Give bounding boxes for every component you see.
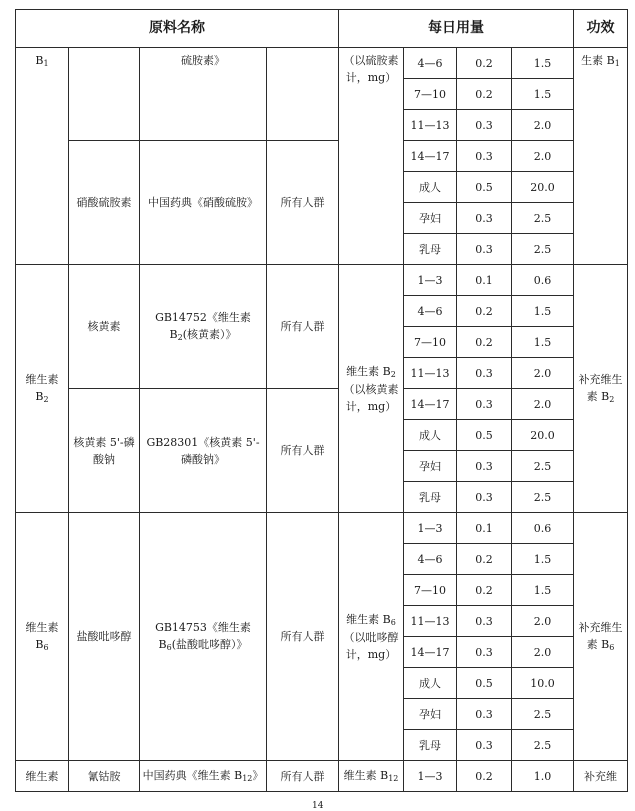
unit-b6: 维生素 B6（以吡哆醇计，mg） <box>339 513 404 761</box>
min-cell: 0.3 <box>457 606 512 637</box>
min-cell: 0.3 <box>457 637 512 668</box>
max-cell: 2.0 <box>512 637 574 668</box>
min-cell: 0.3 <box>457 203 512 234</box>
max-cell: 2.5 <box>512 203 574 234</box>
min-cell: 0.3 <box>457 110 512 141</box>
group-cell: 孕妇 <box>404 451 457 482</box>
population-riboflavin-phosphate: 所有人群 <box>267 389 339 513</box>
max-cell: 10.0 <box>512 668 574 699</box>
min-cell: 0.3 <box>457 389 512 420</box>
min-cell: 0.2 <box>457 327 512 358</box>
table-row <box>16 48 628 79</box>
max-cell: 2.5 <box>512 730 574 761</box>
max-cell: 2.5 <box>512 482 574 513</box>
efficacy-b1: 生素 B1 <box>574 48 628 265</box>
standard-b1-cont: 硫胺素》 <box>140 48 267 141</box>
population-b1-cont <box>267 48 339 141</box>
min-cell: 0.3 <box>457 699 512 730</box>
group-cell: 1—3 <box>404 761 457 792</box>
max-cell: 2.0 <box>512 389 574 420</box>
max-cell: 1.5 <box>512 575 574 606</box>
table-header <box>16 10 628 48</box>
min-cell: 0.2 <box>457 79 512 110</box>
group-cell: 成人 <box>404 172 457 203</box>
max-cell: 2.0 <box>512 141 574 172</box>
min-cell: 0.5 <box>457 420 512 451</box>
max-cell: 1.5 <box>512 79 574 110</box>
max-cell: 2.5 <box>512 451 574 482</box>
compound-riboflavin: 核黄素 <box>69 265 140 389</box>
unit-b12: 维生素 B12 <box>339 761 404 792</box>
group-cell: 11—13 <box>404 110 457 141</box>
group-cell: 孕妇 <box>404 699 457 730</box>
min-cell: 0.5 <box>457 172 512 203</box>
group-cell: 7—10 <box>404 575 457 606</box>
population-pyridoxine: 所有人群 <box>267 513 339 761</box>
compound-pyridoxine: 盐酸吡哆醇 <box>69 513 140 761</box>
group-cell: 1—3 <box>404 265 457 296</box>
group-cell: 孕妇 <box>404 203 457 234</box>
group-cell: 4—6 <box>404 544 457 575</box>
efficacy-b2: 补充维生素 B2 <box>574 265 628 513</box>
max-cell: 1.5 <box>512 48 574 79</box>
max-cell: 2.0 <box>512 110 574 141</box>
population-thiamine-nitrate: 所有人群 <box>267 141 339 265</box>
max-cell: 1.5 <box>512 327 574 358</box>
min-cell: 0.3 <box>457 451 512 482</box>
standard-cyanocobalamin: 中国药典《维生素 B12》 <box>140 761 267 792</box>
standard-thiamine-nitrate: 中国药典《硝酸硫胺》 <box>140 141 267 265</box>
standard-pyridoxine: GB14753《维生素 B6(盐酸吡哆醇）》 <box>140 513 267 761</box>
standard-riboflavin: GB14752《维生素 B2(核黄素）》 <box>140 265 267 389</box>
header-raw-material: 原料名称 <box>16 10 339 48</box>
population-riboflavin: 所有人群 <box>267 265 339 389</box>
min-cell: 0.2 <box>457 761 512 792</box>
group-cell: 14—17 <box>404 141 457 172</box>
group-cell: 4—6 <box>404 296 457 327</box>
min-cell: 0.2 <box>457 575 512 606</box>
table-row <box>16 389 628 420</box>
compound-riboflavin-phosphate: 核黄素 5'-磷酸钠 <box>69 389 140 513</box>
nutrient-b2: 维生素 B2 <box>16 265 69 513</box>
max-cell: 1.5 <box>512 544 574 575</box>
nutrient-b6: 维生素 B6 <box>16 513 69 761</box>
group-cell: 成人 <box>404 420 457 451</box>
max-cell: 2.0 <box>512 358 574 389</box>
min-cell: 0.1 <box>457 265 512 296</box>
max-cell: 20.0 <box>512 420 574 451</box>
group-cell: 14—17 <box>404 637 457 668</box>
group-cell: 成人 <box>404 668 457 699</box>
table-row <box>16 513 628 544</box>
standard-riboflavin-phosphate: GB28301《核黄素 5'-磷酸钠》 <box>140 389 267 513</box>
max-cell: 1.5 <box>512 296 574 327</box>
max-cell: 1.0 <box>512 761 574 792</box>
group-cell: 7—10 <box>404 327 457 358</box>
group-cell: 14—17 <box>404 389 457 420</box>
group-cell: 11—13 <box>404 606 457 637</box>
max-cell: 2.0 <box>512 606 574 637</box>
group-cell: 4—6 <box>404 48 457 79</box>
table-row <box>16 265 628 296</box>
efficacy-b6: 补充维生素 B6 <box>574 513 628 761</box>
min-cell: 0.3 <box>457 482 512 513</box>
header-efficacy: 功效 <box>574 10 628 48</box>
nutrient-table <box>15 9 628 792</box>
min-cell: 0.2 <box>457 296 512 327</box>
compound-thiamine-nitrate: 硝酸硫胺素 <box>69 141 140 265</box>
group-cell: 乳母 <box>404 234 457 265</box>
nutrient-b1: B1 <box>16 48 69 265</box>
max-cell: 2.5 <box>512 699 574 730</box>
compound-cyanocobalamin: 氰钴胺 <box>69 761 140 792</box>
max-cell: 20.0 <box>512 172 574 203</box>
unit-b2: 维生素 B2（以核黄素计，mg） <box>339 265 404 513</box>
min-cell: 0.5 <box>457 668 512 699</box>
min-cell: 0.3 <box>457 730 512 761</box>
population-cyanocobalamin: 所有人群 <box>267 761 339 792</box>
nutrient-b12: 维生素 <box>16 761 69 792</box>
efficacy-b12: 补充维 <box>574 761 628 792</box>
header-daily-dosage: 每日用量 <box>339 10 574 48</box>
min-cell: 0.3 <box>457 141 512 172</box>
group-cell: 乳母 <box>404 730 457 761</box>
page-number: 14 <box>312 801 324 811</box>
group-cell: 11—13 <box>404 358 457 389</box>
unit-b1: （以硫胺素计，mg） <box>339 48 404 265</box>
group-cell: 乳母 <box>404 482 457 513</box>
group-cell: 1—3 <box>404 513 457 544</box>
max-cell: 0.6 <box>512 265 574 296</box>
max-cell: 0.6 <box>512 513 574 544</box>
min-cell: 0.3 <box>457 358 512 389</box>
group-cell: 7—10 <box>404 79 457 110</box>
min-cell: 0.1 <box>457 513 512 544</box>
min-cell: 0.2 <box>457 544 512 575</box>
max-cell: 2.5 <box>512 234 574 265</box>
table-row <box>16 761 628 792</box>
min-cell: 0.3 <box>457 234 512 265</box>
min-cell: 0.2 <box>457 48 512 79</box>
table-row <box>16 141 628 172</box>
compound-b1-cont <box>69 48 140 141</box>
